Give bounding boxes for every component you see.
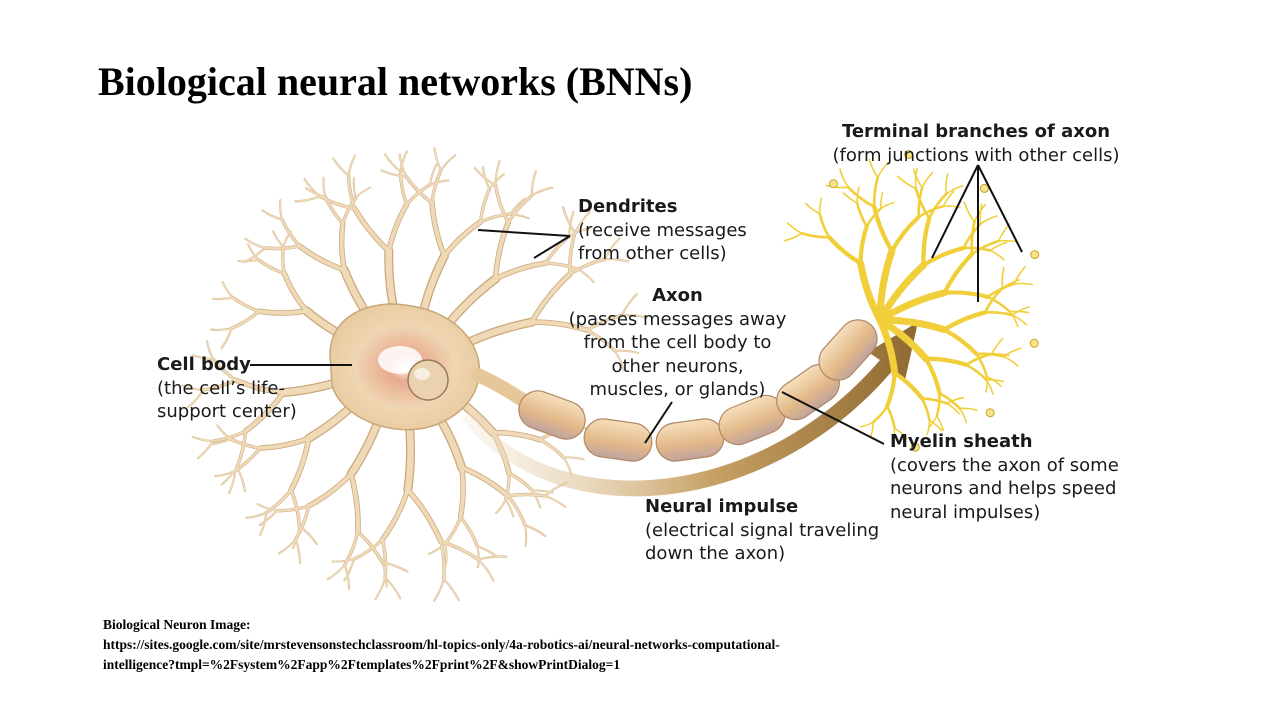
terminal-branch — [848, 187, 874, 206]
terminal-branch — [922, 173, 932, 188]
dendrite-branch — [509, 473, 533, 491]
terminal-branch — [802, 233, 829, 237]
cell-body-label — [157, 353, 327, 424]
terminal-branch — [895, 373, 922, 398]
terminal-branch — [1004, 357, 1018, 366]
terminal-branch — [840, 169, 848, 187]
dendrite-branch — [258, 260, 284, 274]
terminal-branch — [960, 408, 967, 422]
dendrite-branch — [233, 297, 259, 311]
myelin-segment — [654, 416, 727, 463]
terminal-branches — [784, 150, 1038, 451]
terminal-branch — [990, 250, 1004, 259]
terminal-branch — [992, 339, 1003, 354]
terminal-branch — [892, 217, 919, 251]
neural-impulse-title: Neural impulse — [645, 496, 799, 517]
terminal-branch — [944, 292, 987, 296]
axon-desc: (passes messages away from the cell body to other neurons, muscles, or glands) — [568, 308, 787, 400]
terminal-branch — [926, 359, 940, 394]
terminal-branch — [924, 248, 964, 265]
terminal-branch — [1014, 283, 1032, 284]
nucleus — [408, 360, 448, 400]
terminal-branch — [999, 241, 1017, 242]
myelin-sheath-label — [890, 430, 1140, 524]
terminal-branch — [926, 359, 966, 365]
dendrites-leader-1 — [478, 230, 570, 236]
dendrite-branch — [540, 440, 564, 458]
terminal-branch — [871, 422, 873, 436]
axon-terminal-bulb — [986, 409, 994, 417]
axon-terminal-bulb — [1031, 251, 1039, 259]
terminal-branch — [898, 176, 916, 188]
source-heading: Biological Neuron Image: — [103, 617, 251, 632]
terminal-branch — [946, 186, 962, 194]
terminal-branch — [881, 193, 883, 209]
terminal-branch — [944, 330, 976, 354]
terminal-branches-desc: (form junctions with other cells) — [832, 144, 1120, 166]
terminal-branch — [861, 227, 867, 264]
dendrites-label — [578, 195, 778, 266]
terminal-branch — [873, 406, 887, 422]
dendrites-desc: (receive messages from other cells) — [578, 219, 747, 264]
image-source-citation — [103, 615, 1003, 675]
terminal-branch — [784, 233, 801, 240]
terminal-branch — [1002, 268, 1004, 288]
terminal-branch — [923, 218, 929, 265]
terminal-branch — [874, 177, 877, 206]
myelin-sheath-title: Myelin sheath — [890, 431, 1033, 452]
dendrite-branch — [493, 433, 540, 440]
dendrite-branch — [211, 328, 231, 330]
cell-body-desc: (the cell’s life- support center) — [157, 377, 297, 422]
dendrite-branch — [213, 297, 233, 299]
myelin-sheath-desc: (covers the axon of some neurons and helps speed neural impulses) — [890, 454, 1119, 523]
terminal-branch — [944, 254, 972, 293]
terminal-branch — [887, 406, 894, 428]
source-url-line-1[interactable]: https://sites.google.com/site/mrstevensonstechclassroom/hl-topics-only/4a-robotics-ai/neural-networks-computational- — [103, 637, 780, 652]
axon-terminal-bulb — [1030, 339, 1038, 347]
terminal-branch — [806, 204, 820, 214]
terminal-branch — [857, 203, 866, 226]
terminal-branch — [820, 214, 829, 237]
dendrites-title: Dendrites — [578, 196, 678, 217]
terminal-branch — [960, 408, 977, 410]
dendrite-branch — [496, 500, 506, 514]
terminal-branch — [887, 373, 895, 406]
source-url-line-2[interactable]: intelligence?tmpl=%2Fsystem%2Fapp%2Ftemplates%2Fprint%2F&showPrintDialog=1 — [103, 657, 621, 672]
cell-body — [330, 304, 479, 430]
cell-body-title: Cell body — [157, 354, 251, 375]
terminal-branch — [881, 203, 894, 209]
terminal-branch — [980, 204, 982, 224]
axon-title: Axon — [652, 285, 703, 306]
neural-impulse-desc: (electrical signal traveling down the axon) — [645, 519, 880, 564]
axon-label — [555, 284, 800, 402]
terminal-branch — [788, 223, 802, 233]
neural-impulse-label — [645, 495, 895, 566]
terminal-branch — [985, 312, 1012, 315]
terminal-branch — [964, 202, 974, 222]
terminal-branch — [820, 198, 822, 214]
terminal-branch — [937, 393, 940, 416]
terminal-branch — [999, 224, 1010, 241]
terminal-branch — [874, 207, 892, 251]
terminal-branch — [944, 313, 985, 330]
dendrite-branch — [259, 311, 307, 313]
dendrite-branch — [284, 274, 306, 311]
terminal-branch — [829, 237, 860, 263]
terminal-branch — [922, 398, 929, 420]
axon-terminal-bulb — [829, 180, 837, 188]
slide-title: Biological neural networks (BNNs) — [98, 59, 693, 104]
terminal-branch — [922, 398, 947, 403]
terminal-branch — [946, 174, 948, 194]
myelin-segment — [582, 416, 655, 463]
terminal-branches-label — [826, 120, 1126, 167]
terminal-branch — [861, 422, 873, 427]
axon-terminal-bulb — [980, 184, 988, 192]
terminal-branch — [980, 216, 996, 224]
terminal-branches-title: Terminal branches of axon — [841, 121, 1111, 142]
